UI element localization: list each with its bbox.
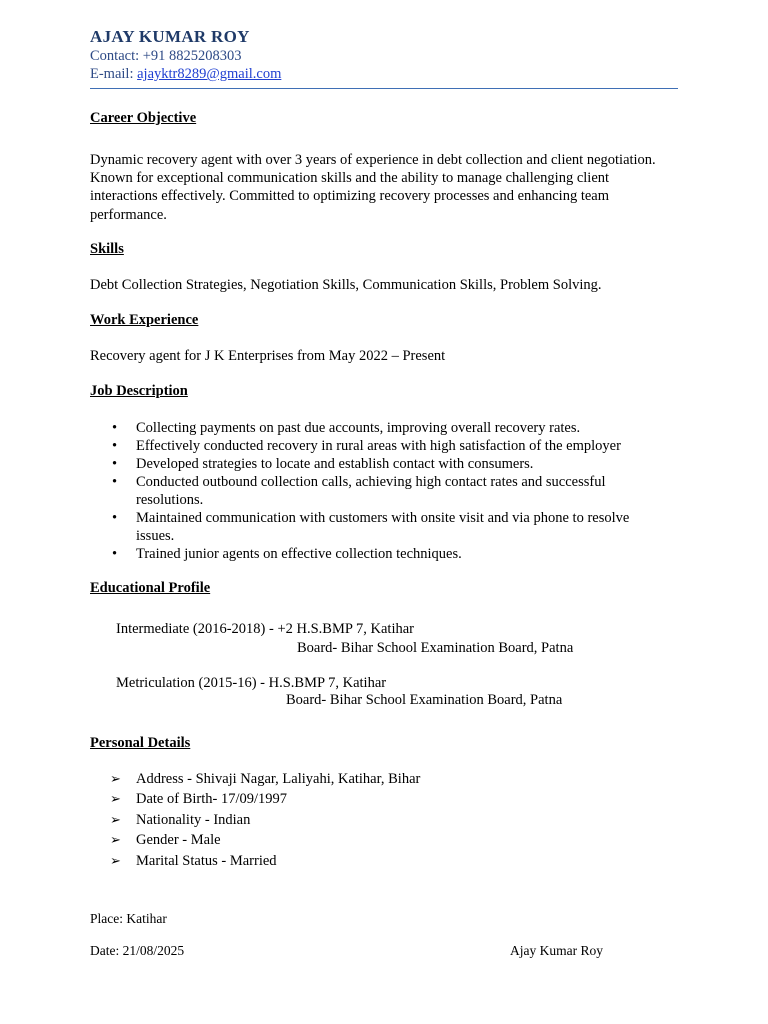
list-item-text: Gender - Male — [136, 832, 221, 849]
list-item-text: Effectively conducted recovery in rural areas with high satisfaction of the employer — [136, 438, 621, 454]
list-item — [90, 810, 420, 830]
education-heading: Educational Profile — [90, 580, 211, 596]
career-objective-text: Dynamic recovery agent with over 3 years of experience in debt collection and client negotiation. Known for exceptional communication skills and the ability to manage challenging client interactions effectively. Committed to optimizing recovery processes and enhancing team performance. — [90, 152, 656, 223]
list-item-text: Collecting payments on past due accounts, improving overall recovery rates. — [136, 420, 581, 436]
signature-name: Ajay Kumar Roy — [510, 943, 603, 958]
contact-phone: Contact: +91 8825208303 — [90, 48, 242, 64]
list-item — [90, 473, 660, 509]
arrow-bullet-icon: ➢ — [110, 852, 121, 868]
list-item — [90, 769, 420, 789]
personal-details-heading: Personal Details — [90, 735, 191, 751]
email-link[interactable]: ajayktr8289@gmail.com — [137, 66, 282, 82]
contact-email — [90, 66, 281, 83]
list-item — [90, 545, 660, 563]
email-label: E-mail: — [90, 66, 138, 82]
list-item — [90, 419, 660, 437]
skills-text: Debt Collection Strategies, Negotiation Skills, Communication Skills, Problem Solving. — [90, 277, 602, 293]
list-item — [90, 789, 420, 809]
list-item-text: Date of Birth- 17/09/1997 — [136, 791, 288, 808]
candidate-name: AJAY KUMAR ROY — [90, 27, 250, 46]
arrow-bullet-icon: ➢ — [110, 771, 121, 786]
education-intermediate-line2: Board- Bihar School Examination Board, Patna — [297, 640, 574, 656]
list-item — [90, 455, 660, 473]
bullet-icon: • — [112, 438, 118, 454]
arrow-bullet-icon: ➢ — [110, 791, 121, 807]
bullet-icon: • — [112, 456, 118, 472]
list-item-text: Address - Shivaji Nagar, Laliyahi, Katihar, Bihar — [136, 771, 421, 787]
list-item — [90, 509, 660, 545]
career-objective-heading: Career Objective — [90, 110, 197, 126]
list-item-text: Nationality - Indian — [136, 811, 251, 828]
bullet-icon: • — [112, 546, 118, 562]
place: Place: Katihar — [90, 911, 167, 926]
bullet-icon: • — [112, 510, 118, 526]
work-experience-text: Recovery agent for J K Enterprises from May 2022 – Present — [90, 348, 446, 364]
list-item — [90, 851, 420, 871]
skills-heading: Skills — [90, 241, 124, 257]
education-matriculation-line1: Metriculation (2015-16) - H.S.BMP 7, Katihar — [116, 675, 387, 691]
bullet-icon: • — [112, 474, 118, 490]
education-intermediate-line1: Intermediate (2016-2018) - +2 H.S.BMP 7, Katihar — [116, 621, 414, 637]
education-matriculation-line2: Board- Bihar School Examination Board, Patna — [286, 692, 563, 708]
work-experience-heading: Work Experience — [90, 312, 199, 328]
arrow-bullet-icon: ➢ — [110, 811, 121, 827]
list-item-text: Trained junior agents on effective collection techniques. — [136, 546, 462, 562]
job-description-list — [90, 419, 660, 563]
bullet-icon: • — [112, 420, 118, 436]
header-divider — [90, 88, 678, 89]
list-item-text: Maintained communication with customers with onsite visit and via phone to resolve issues. — [136, 510, 630, 544]
personal-details-list — [90, 769, 420, 871]
date: Date: 21/08/2025 — [90, 943, 185, 958]
arrow-bullet-icon: ➢ — [110, 832, 121, 848]
list-item-text: Marital Status - Married — [136, 852, 277, 869]
list-item-text: Developed strategies to locate and establish contact with consumers. — [136, 456, 534, 472]
list-item — [90, 437, 660, 455]
job-description-heading: Job Description — [90, 383, 188, 399]
list-item-text: Conducted outbound collection calls, achieving high contact rates and successful resolutions. — [136, 474, 606, 508]
list-item — [90, 830, 420, 850]
